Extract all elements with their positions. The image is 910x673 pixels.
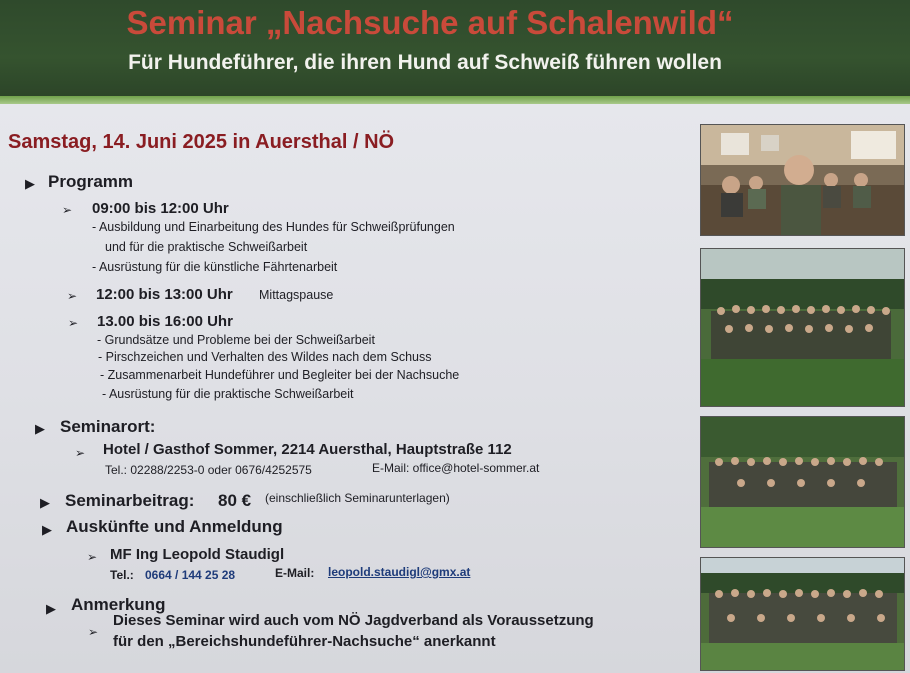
page-title: Seminar „Nachsuche auf Schalenwild“ <box>126 4 734 41</box>
time-slot-1: 09:00 bis 12:00 Uhr <box>92 200 229 217</box>
venue-email[interactable]: E-Mail: office@hotel-sommer.at <box>372 461 540 475</box>
contact-phone: 0664 / 144 25 28 <box>145 568 236 582</box>
event-date-location: Samstag, 14. Juni 2025 in Auersthal / NÖ <box>8 131 395 153</box>
banner-divider <box>0 96 910 104</box>
time-slot-3: 13.00 bis 16:00 Uhr <box>97 313 233 330</box>
program-item: - Zusammenarbeit Hundeführer und Begleiter bei der Nachsuche <box>100 368 460 382</box>
program-item: - Ausbildung und Einarbeitung des Hundes für Schweißprüfungen <box>92 220 455 234</box>
bullet-icon: ▶ <box>25 176 35 191</box>
lunch-break: Mittagspause <box>259 288 334 302</box>
registration-heading: Auskünfte und Anmeldung <box>66 517 283 536</box>
page-subtitle: Für Hundeführer, die ihren Hund auf Schweiß führen wollen <box>128 51 722 74</box>
note-line-2: für den „Bereichshundeführer-Nachsuche“ anerkannt <box>113 633 496 650</box>
programm-heading: Programm <box>48 172 134 191</box>
seminarort-heading: Seminarort: <box>60 417 156 436</box>
fee-label: Seminarbeitrag: <box>65 491 195 510</box>
program-item: - Ausrüstung für die praktische Schweißarbeit <box>102 387 354 401</box>
time-slot-2: 12:00 bis 13:00 Uhr <box>96 286 233 303</box>
group-photo-outdoor-3 <box>700 557 905 671</box>
seminar-room-photo <box>700 124 905 236</box>
program-item: - Ausrüstung für die künstliche Fährtenarbeit <box>92 260 338 274</box>
note-heading: Anmerkung <box>71 595 166 614</box>
contact-email-label: E-Mail: <box>275 566 315 580</box>
contact-name: MF Ing Leopold Staudigl <box>110 546 285 563</box>
bullet-icon: ▶ <box>46 601 56 616</box>
program-item: - Grundsätze und Probleme bei der Schweißarbeit <box>97 333 375 347</box>
sub-bullet-icon: ➢ <box>75 446 86 460</box>
group-photo-outdoor-1 <box>700 248 905 407</box>
sub-bullet-icon: ➢ <box>68 316 79 330</box>
contact-email-link[interactable]: leopold.staudigl@gmx.at <box>328 565 471 579</box>
bullet-icon: ▶ <box>42 522 52 537</box>
bullet-icon: ▶ <box>40 495 50 510</box>
bullet-icon: ▶ <box>35 421 45 436</box>
sub-bullet-icon: ➢ <box>87 550 98 564</box>
venue-phone: Tel.: 02288/2253-0 oder 0676/4252575 <box>105 463 312 477</box>
fee-amount: 80 € <box>218 491 252 510</box>
note-line-1: Dieses Seminar wird auch vom NÖ Jagdverband als Voraussetzung <box>113 612 594 629</box>
contact-phone-label: Tel.: <box>110 568 134 582</box>
sub-bullet-icon: ➢ <box>67 289 78 303</box>
program-item: und für die praktische Schweißarbeit <box>105 240 308 254</box>
program-item: - Pirschzeichen und Verhalten des Wildes nach dem Schuss <box>98 350 432 364</box>
fee-note: (einschließlich Seminarunterlagen) <box>265 491 450 505</box>
sub-bullet-icon: ➢ <box>62 203 73 217</box>
sub-bullet-icon: ➢ <box>88 625 99 639</box>
group-photo-outdoor-2 <box>700 416 905 548</box>
venue-address: Hotel / Gasthof Sommer, 2214 Auersthal, Hauptstraße 112 <box>103 441 512 458</box>
